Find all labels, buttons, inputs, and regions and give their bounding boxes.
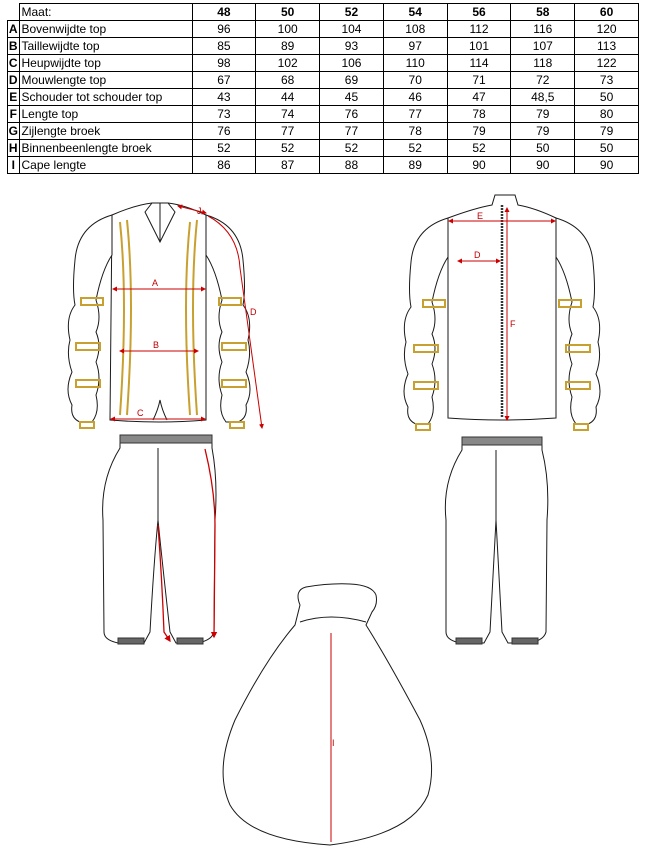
row-letter: E [9, 89, 18, 104]
size-column-header: 56 [447, 4, 511, 21]
measurement-cell: 89 [383, 157, 447, 174]
measurement-cell: 50 [511, 140, 575, 157]
measurement-cell: 85 [192, 38, 256, 55]
row-label: Cape lengte [19, 157, 192, 174]
measurement-cell: 73 [575, 72, 639, 89]
row-label: Bovenwijdte top [19, 21, 192, 38]
measurement-cell: 102 [256, 55, 320, 72]
measurement-cell: 52 [383, 140, 447, 157]
measure-label-c: C [137, 408, 144, 418]
measure-label-e-depth: D [474, 250, 481, 260]
measurement-cell: 93 [320, 38, 384, 55]
front-trousers-left-cuff [118, 638, 144, 644]
measure-label-i: I [332, 738, 335, 748]
measurement-cell: 78 [383, 123, 447, 140]
measurement-cell: 122 [575, 55, 639, 72]
size-column-header: 48 [192, 4, 256, 21]
measurement-cell: 77 [383, 106, 447, 123]
measurement-cell: 79 [447, 123, 511, 140]
measurement-cell: 46 [383, 89, 447, 106]
measurement-cell: 89 [256, 38, 320, 55]
size-header-label: Maat: [19, 4, 192, 21]
measurement-cell: 104 [320, 21, 384, 38]
measurement-cell: 100 [256, 21, 320, 38]
measurement-cell: 90 [447, 157, 511, 174]
measurement-cell: 76 [320, 106, 384, 123]
measurement-cell: 73 [192, 106, 256, 123]
measurement-cell: 52 [447, 140, 511, 157]
measurement-cell: 86 [192, 157, 256, 174]
measure-label-e: E [477, 211, 484, 221]
size-column-header: 60 [575, 4, 639, 21]
measurement-cell: 52 [256, 140, 320, 157]
front-trousers-waistband [120, 435, 212, 443]
measurement-cell: 50 [575, 89, 639, 106]
measurement-cell: 47 [447, 89, 511, 106]
measurement-cell: 50 [575, 140, 639, 157]
measurement-cell: 79 [511, 123, 575, 140]
row-label: Schouder tot schouder top [19, 89, 192, 106]
measure-label-f: F [510, 319, 516, 329]
measure-label-j: J [197, 206, 202, 216]
measurement-cell: 52 [192, 140, 256, 157]
back-trousers-left-cuff [456, 638, 482, 644]
measurement-cell: 88 [320, 157, 384, 174]
row-label: Zijlengte broek [19, 123, 192, 140]
front-top-drawing [68, 203, 250, 422]
measurement-cell: 80 [575, 106, 639, 123]
measure-label-b: B [153, 340, 160, 350]
measure-label-a: A [152, 278, 159, 288]
measurement-cell: 106 [320, 55, 384, 72]
measurement-cell: 118 [511, 55, 575, 72]
measurement-cell: 79 [511, 106, 575, 123]
measurement-cell: 77 [320, 123, 384, 140]
size-column-header: 58 [511, 4, 575, 21]
measurement-cell: 71 [447, 72, 511, 89]
measurement-cell: 110 [383, 55, 447, 72]
cape-drawing [223, 584, 431, 845]
measurement-cell: 108 [383, 21, 447, 38]
measurement-cell: 74 [256, 106, 320, 123]
back-trousers-drawing [445, 440, 547, 643]
measurement-cell: 101 [447, 38, 511, 55]
measurement-cell: 68 [256, 72, 320, 89]
measurement-cell: 114 [447, 55, 511, 72]
measurement-cell: 70 [383, 72, 447, 89]
back-trousers-waistband [462, 437, 542, 445]
measurement-cell: 43 [192, 89, 256, 106]
row-label: Mouwlengte top [19, 72, 192, 89]
measurement-cell: 112 [447, 21, 511, 38]
back-trousers-right-cuff [512, 638, 538, 644]
row-letter: A [8, 21, 18, 36]
measurement-cell: 44 [256, 89, 320, 106]
row-letter: F [8, 106, 20, 123]
measurement-cell: 98 [192, 55, 256, 72]
measurement-cell: 90 [575, 157, 639, 174]
measurement-cell: 52 [320, 140, 384, 157]
measurement-cell: 96 [192, 21, 256, 38]
measurement-cell: 78 [447, 106, 511, 123]
measurement-cell: 77 [256, 123, 320, 140]
size-column-header: 52 [320, 4, 384, 21]
measurement-cell: 87 [256, 157, 320, 174]
measurement-cell: 76 [192, 123, 256, 140]
measurement-cell: 113 [575, 38, 639, 55]
measurement-cell: 48,5 [511, 89, 575, 106]
row-letter: H [8, 140, 18, 155]
measurement-cell: 97 [383, 38, 447, 55]
size-column-header: 50 [256, 4, 320, 21]
row-label: Lengte top [19, 106, 192, 123]
row-letter: I [8, 157, 20, 174]
measure-label-d: D [250, 307, 257, 317]
measurement-cell: 72 [511, 72, 575, 89]
measurement-cell: 45 [320, 89, 384, 106]
measurement-cell: 90 [511, 157, 575, 174]
row-label: Binnenbeenlengte broek [19, 140, 192, 157]
row-label: Heupwijdte top [19, 55, 192, 72]
measurement-cell: 67 [192, 72, 256, 89]
size-column-header: 54 [383, 4, 447, 21]
row-letter: D [8, 72, 18, 87]
measurement-cell: 69 [320, 72, 384, 89]
row-letter: B [8, 38, 18, 53]
measurement-cell: 79 [575, 123, 639, 140]
measurement-cell: 107 [511, 38, 575, 55]
measurement-cell: 116 [511, 21, 575, 38]
row-letter: G [8, 123, 18, 138]
row-label: Taillewijdte top [19, 38, 192, 55]
front-trousers-right-cuff [177, 638, 203, 644]
row-letter: C [8, 55, 18, 70]
measurement-cell: 120 [575, 21, 639, 38]
